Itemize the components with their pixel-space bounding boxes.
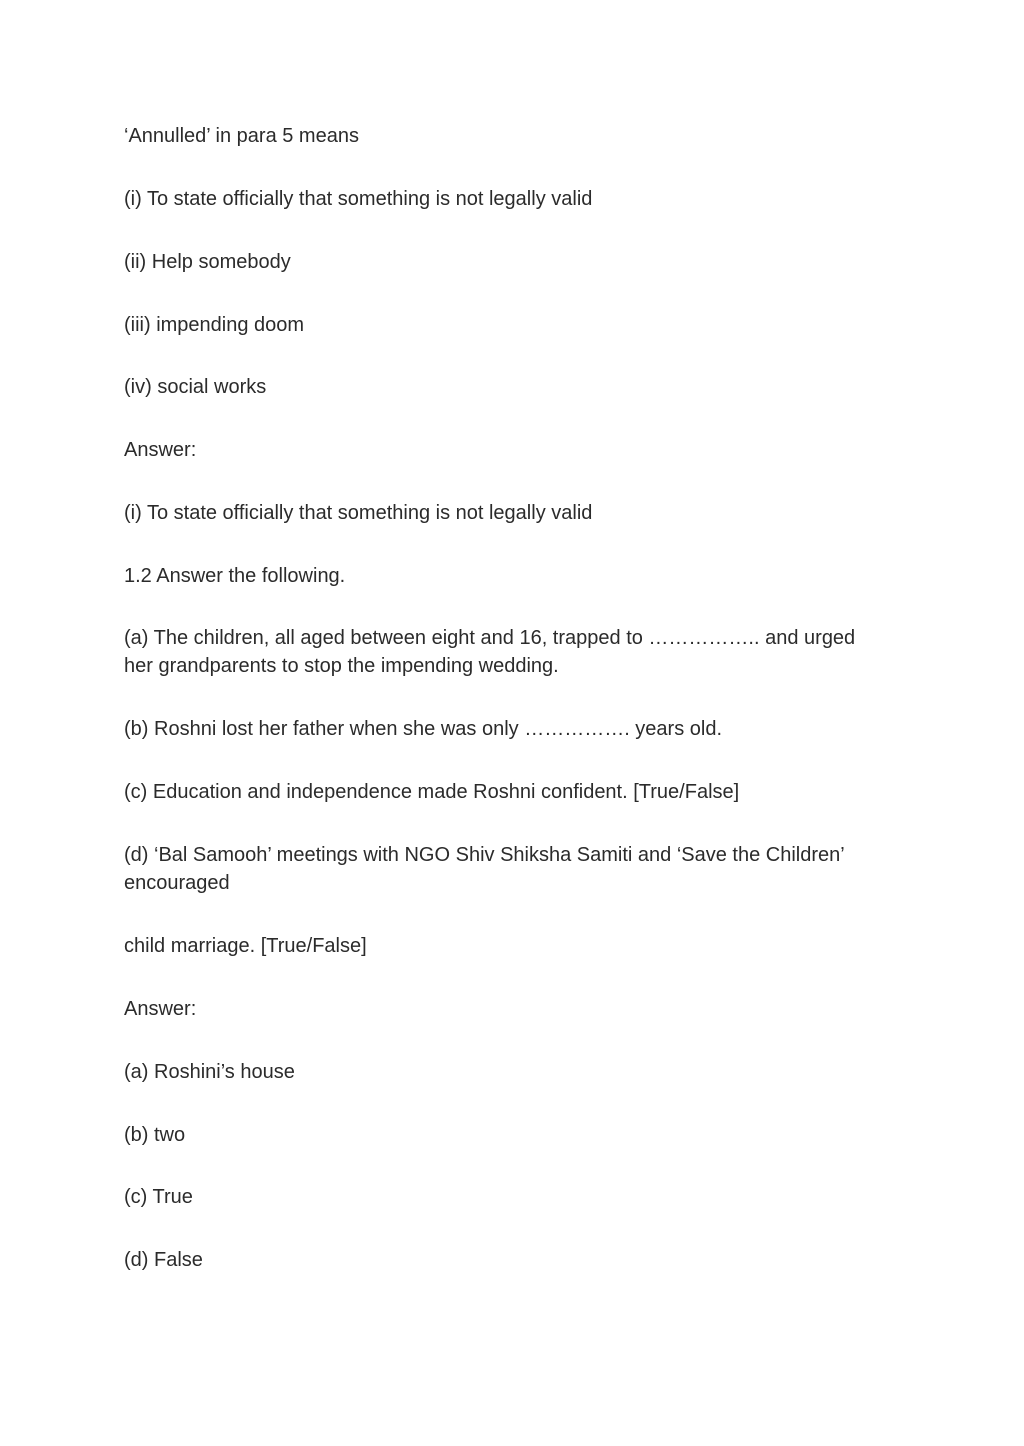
option-i: (i) To state officially that something is not legally valid xyxy=(124,188,593,210)
answer-b: (b) two xyxy=(124,1124,186,1146)
answer-a: (a) Roshini’s house xyxy=(124,1061,295,1083)
option-iv: (iv) social works xyxy=(124,376,267,398)
answer-1: (i) To state officially that something is not legally valid xyxy=(124,502,593,524)
answer-label-1: Answer: xyxy=(124,439,197,461)
answer-c: (c) True xyxy=(124,1186,193,1208)
option-ii: (ii) Help somebody xyxy=(124,251,291,273)
question-d-part2: child marriage. [True/False] xyxy=(124,935,367,957)
answer-label-2: Answer: xyxy=(124,998,197,1020)
option-iii: (iii) impending doom xyxy=(124,314,305,336)
question-b: (b) Roshni lost her father when she was only ……………. years old. xyxy=(124,718,723,740)
question-d-part1: (d) ‘Bal Samooh’ meetings with NGO Shiv Shiksha Samiti and ‘Save the Children’ encouraged xyxy=(124,844,844,894)
section-heading: 1.2 Answer the following. xyxy=(124,565,346,587)
question-c: (c) Education and independence made Roshni confident. [True/False] xyxy=(124,781,740,803)
answer-d: (d) False xyxy=(124,1249,203,1271)
question-a: (a) The children, all aged between eight and 16, trapped to …………….. and urged her grandparents to stop the impending wedding. xyxy=(124,627,856,677)
question-intro: ‘Annulled’ in para 5 means xyxy=(124,125,359,147)
